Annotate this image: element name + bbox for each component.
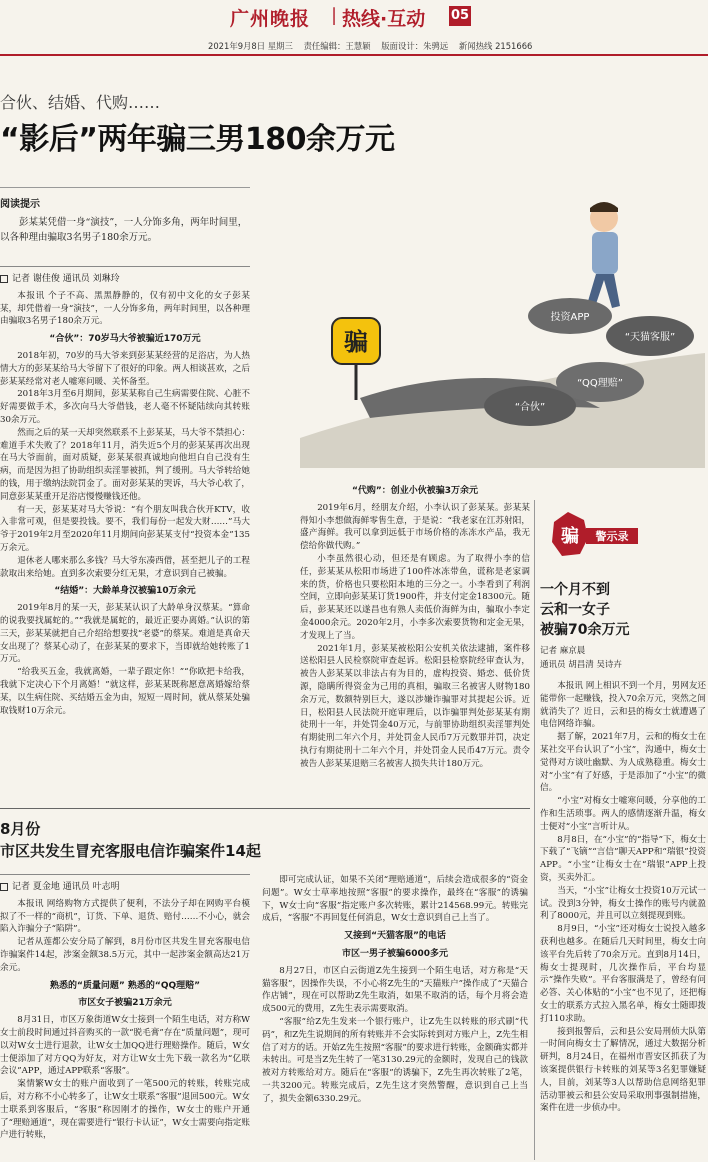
- paragraph: “小宝”对梅女士嘘寒问暖，分享他的工作和生活琐事。两人的感情逐渐升温，梅女士便对“小宝”言听计从。: [540, 796, 706, 832]
- paragraph: 小李虽然很心动，但还是有顾虑。为了取得小李的信任，彭某某从松阳市场进了100件冰冻带鱼，谎称是老家调来的货，价格也只要松阳本地的三分之一。小李看到了利润空间，立即向彭某某订货1900件，并支付定金18300元。随后，彭某某还以遂昌也有熟人卖低价海鲜为由，骗取小李定金4000余元。2020年2月，小李多次索要货物和定金无果，才发现上了当。: [300, 553, 530, 641]
- warning-badge: [548, 508, 648, 568]
- paragraph: 2018年3月至6月期间，彭某某称自己生病需要住院、心脏不好需要做手术，多次向马大爷借钱，老人毫不怀疑陆续向其转账30余万元。: [0, 389, 250, 425]
- byline-text: 记者 夏金地 通讯员 叶志明: [12, 882, 120, 892]
- article2-byline: [0, 881, 250, 894]
- subheading: 又接到“天猫客服”的电话: [344, 931, 446, 942]
- sidebar-title-line: 被骗70余万元: [540, 622, 630, 638]
- paragraph: 8月8日，在“小宝”的“指导”下，梅女士下载了“飞镝”“言信”聊天APP和“瑞银”投资APP。“小宝”让梅女士在“瑞银”APP上投资，买卖外汇。: [540, 834, 707, 883]
- byline-rule: [0, 874, 250, 875]
- sidebar-title-line: 一个月不到: [540, 582, 610, 598]
- rock-label-partnership: “合伙”: [514, 402, 546, 413]
- paragraph: 本报讯 网络购物方式提供了便利，不法分子却在网购平台模拟了不一样的“商机”，订货、下单、退货、赔付……不小心，就会陷入诈骗分子“陷阱”。: [0, 898, 250, 935]
- subheading: “结婚”：大龄单身汉被骗10万余元: [54, 586, 196, 597]
- lead-text: 彭某某凭借一身“演技”，一人分饰多角，两年时间里，以各种理由骗取3名男子180余万元。: [0, 217, 248, 243]
- page-date: 2021年9月8日 星期三: [208, 41, 293, 51]
- article-kicker: 合伙、结婚、代购……: [0, 93, 161, 112]
- newspaper-logo: 广州晚报: [230, 8, 311, 30]
- article1-column-2: [300, 480, 530, 771]
- lead-label: 阅读提示: [0, 199, 40, 210]
- column-divider: [534, 500, 535, 1160]
- paragraph: 接到报警后，云和县公安局刑侦大队第一时间向梅女士了解情况，通过大数据分析研判，8月24日，在福州市晋安区抓获了为该案提供银行卡转账的刘某等3名犯罪嫌疑人，目前，刘某等3人以帮助信息网络犯罪活动罪被云和县公安局采取刑事强制措施，案件在进一步侦办中。: [540, 1026, 706, 1114]
- paragraph: “给我买五金，我就离婚，一辈子跟定你！”“你欧把卡给我，我就下定决心下个月离婚！”就这样，彭某某既称愿意离婚嫁给蔡某，以生病住院、买结婚五金为由，短短一周时间，就从蔡某处骗取钱财10万余元。: [0, 667, 250, 716]
- byline-text: 记者 谢佳俊 通讯员 刘琳玲: [12, 274, 120, 284]
- rock-label-qq: “QQ理赔”: [577, 378, 623, 389]
- rock-label-tmall: “天猫客服”: [624, 332, 676, 343]
- sidebar-byline-line: 记者 麻京晨: [540, 646, 586, 656]
- rock-label-investment: 投资APP: [550, 312, 590, 323]
- article2-title-line: 8月份: [0, 820, 41, 838]
- paragraph: 8月27日，市区白云街道Z先生接到一个陌生电话，对方称是“天猫客服”，因操作失误，不小心将Z先生的“天猫账户”操作成了“天猫合作店铺”，现在可以帮助Z先生取消，如果不取消的话，每个月将会造成500元的费用，Z先生表示需要取消。: [262, 965, 528, 1015]
- paragraph: 2021年1月，彭某某被松阳公安机关依法逮捕，案件移送松阳县人民检察院审查起诉。松阳县检察院经审查认为，被告人彭某某以非法占有为目的，虚构投资、婚恋、低价货源，隐瞒所得资金为己用的真相，骗取三名被害人财物180余万元，数额特别巨大，遂以涉嫌诈骗罪对其提起公诉。近日，松阳县人民法院开庭审理后，以诈骗罪判处彭某某有期徒刑十一年，并处罚金40万元，与前罪协助组织卖淫罪判处有期徒刑二年六个月，并处罚金人民币7万元数罪并罚，决定执行有期徒刑十二年六个月，并处罚金人民币47万元。责令被告人彭某某退赔三名被害人损失共计180万元。: [300, 643, 530, 769]
- sidebar-byline-line: 通讯员 胡昌清 吴诗卉: [540, 660, 622, 670]
- subheading: “代购”：创业小伙被骗3万余元: [351, 486, 479, 496]
- paragraph: 8月31日，市区万象街道W女士接到一个陌生电话，对方称W女士前段时间通过抖音购买的一款“脱毛膏”存在“质量问题”，现可以对W女士进行退款，让W女士加QQ进行理赔操作。随后，W女士便添加了对方QQ为好友，对方让W女士先下载一款名为“亿联会议”APP，通过APP联系“客服”。: [0, 1015, 250, 1077]
- article-headline: “影后”两年骗三男180余万元: [0, 122, 395, 157]
- article2-column-2: [262, 874, 528, 1106]
- page-number: 05: [449, 6, 471, 26]
- sidebar-body: [540, 680, 706, 1115]
- paragraph: 记者从莲都公安分局了解到，8月份市区共发生冒充客服电信诈骗案件14起，涉案金额38.5万元，其中一起涉案金额高达21万余元。: [0, 937, 250, 973]
- paragraph: 据了解，2021年7月，云和的梅女士在某社交平台认识了“小宝”，沟通中，梅女士觉得对方谈吐幽默、为人成熟稳重。梅女士对“小宝”有了好感，于是添加了“小宝”的微信。: [540, 732, 706, 794]
- page-meta: [208, 40, 540, 52]
- paragraph: 案情繁W女士的账户面收到了一笔500元的转账，转账完成后，对方称不小心转多了，让W女士联系“客服”退回500元。W女士联系到客服后，“客服”称因刚才的操作，W女士的账户开通了“理赔通道”，现在需要进行“银行卡认证”，W女士需要向指定账户进行转账，: [0, 1079, 250, 1141]
- lead-rule: [0, 187, 250, 188]
- byline-rule: [0, 266, 250, 267]
- sidebar-title-line: 云和一女子: [540, 602, 610, 618]
- square-icon: [0, 275, 8, 283]
- paragraph: 2019年8月的某一天，彭某某认识了大龄单身汉蔡某。“算命的说我要找属蛇的。”“我就是属蛇的，最近正要办离婚。”认识的第三天，彭某某就把自己介绍给想要找“老婆”的蔡某。难道是真命天女出现了？蔡某心动了，在彭某某的要求下，当即就给她转账了1万元。: [0, 603, 250, 665]
- masthead-separator: |: [331, 5, 338, 26]
- paragraph: 2018年初，70岁的马大爷来到彭某某经营的足浴店，为人热情大方的彭某某给马大爷留下了很好的印象。两人相谈甚欢，之后彭某某经常对老人嘘寒问暖、关怀备至。: [0, 350, 250, 387]
- page-designer: 版面设计：朱骋远: [381, 41, 449, 51]
- paragraph: 有一天，彭某某对马大爷说：“有个朋友叫我合伙开KTV，收入非常可观，但是要投钱。要不，我们每份一起发大财……”马大爷于2019年2月至2020年11月期间向彭某某支付“投资本金”135万余元。: [0, 504, 250, 553]
- page-hotline: 新闻热线 2151666: [458, 41, 533, 51]
- sidebar-byline: [540, 644, 622, 672]
- article2-title-line: 市区共发生冒充客服电信诈骗案件14起: [0, 842, 261, 860]
- paragraph: 8月9日，“小宝”还对梅女士说投入越多获利也越多。在随后几天时间里，梅女士向该平台先后转了70余万元。直到8月14日，梅女士提现时，几次操作后，平台均显示“操作失败”。平台客服满是了，曾经有问必答、关心体贴的“小宝”也不见了，还把梅女士的联系方式拉入黑名单，梅女士随即拨打110求助。: [540, 924, 706, 1024]
- paragraph: “客服”给Z先生发来一个银行账户，让Z先生以转账的形式刷“代码”，和Z先生说期间的所有转账并不会实际转到对方账户上，Z先生相信了对方的话。开始Z先生按照“客服”的要求进行转账，金额确实都并未转出。可是当Z先生转了一笔3130.29元的金额时，发现自己的钱款被对方转账给对方。随后在“客服”的诱骗下，Z先生再次转账了2笔，一共3200元。转账完成后，Z先生这才突然警醒，意识到自己上当了，损失金额6330.29元。: [262, 1016, 528, 1104]
- paragraph: 本报讯 个子不高、黑黑静静的，仅有初中文化的女子彭某某，却凭借着一身“演技”，一人分饰多角，两年时间里，以各种理由骗取3名男子180余万元。: [0, 290, 250, 327]
- page-editor: 责任编辑：王慧颖: [303, 41, 371, 51]
- article2-title: [0, 818, 261, 862]
- section2-rule: [0, 808, 530, 809]
- sidebar-title: [540, 580, 629, 640]
- section-title: 热线·互动: [342, 8, 426, 30]
- fraud-sign-text: 骗: [344, 328, 368, 356]
- paragraph: 退休老人哪来那么多钱？马大爷东凑西借，甚至把儿子的工程款取出来给她。直到多次索要分红无果，才意识到自己被骗。: [0, 555, 250, 579]
- paragraph: 本报讯 网上相识不到一个月，男网友还能带你一起赚钱，投入70余万元，突然之间就消失了？近日，云和县的梅女士就遭遇了电信网络诈骗。: [540, 681, 707, 730]
- masthead: [0, 0, 708, 38]
- paragraph: 即可完成认证，如果不关闭“理赔通道”，后续会造成很多的“资金问题”。W女士草率地按照“客服”的要求操作，最终在“客服”的诱骗下，W女士向“客服”指定账户多次转账，累计214568.99元。转账完成后，“客服”不再回复任何消息，W女士意识到自己上当了。: [262, 875, 528, 924]
- masthead-rule: [0, 54, 708, 56]
- article2-column-1: [0, 874, 250, 1142]
- paragraph: 2019年6月，经朋友介绍，小李认识了彭某某。彭某某得知小李想做海鲜零售生意，于是说：“我老家在江苏射阳，盛产海鲜。我可以拿到远低于市场价格的冻冻水产品，我无偿给你做代购。”: [300, 502, 530, 552]
- badge-label-text: 警示录: [595, 530, 629, 543]
- fraud-illustration: [300, 168, 705, 468]
- article1-byline: [0, 273, 250, 286]
- subheading: 市区一男子被骗6000多元: [341, 948, 449, 959]
- subheading: 市区女子被骗21万余元: [78, 998, 172, 1009]
- subheading: 熟悉的“质量问题” 熟悉的“QQ理赔”: [49, 980, 201, 991]
- square-icon: [0, 883, 8, 891]
- article1-column-1: [0, 266, 250, 717]
- badge-main-text: 骗: [561, 526, 579, 547]
- paragraph: 当天，“小宝”让梅女士投资10万元试一试。没到3分钟，梅女士操作的账号内就盈利了8000元，并且可以立刻提现到账。: [540, 885, 706, 922]
- subheading: “合伙”：70岁马大爷被骗近170万元: [49, 334, 201, 345]
- paragraph: 然而之后的某一天却突然联系不上彭某某，马大爷不禁担心：难道手术失败了？2018年11月，消失近5个月的彭某某再次出现在马大爷面前，面对质疑，彭某某很真诚地向他坦白自己没有生病，而是因为担了协助组织卖淫罪被抓，判了缓刑。马大爷转给她的钱，用于缴纳法院罚金了。面对彭某某的哭诉，马大爷心软了，同意彭某某重开足浴店慢慢赚钱还他。: [0, 427, 250, 502]
- person-figure: [586, 202, 620, 310]
